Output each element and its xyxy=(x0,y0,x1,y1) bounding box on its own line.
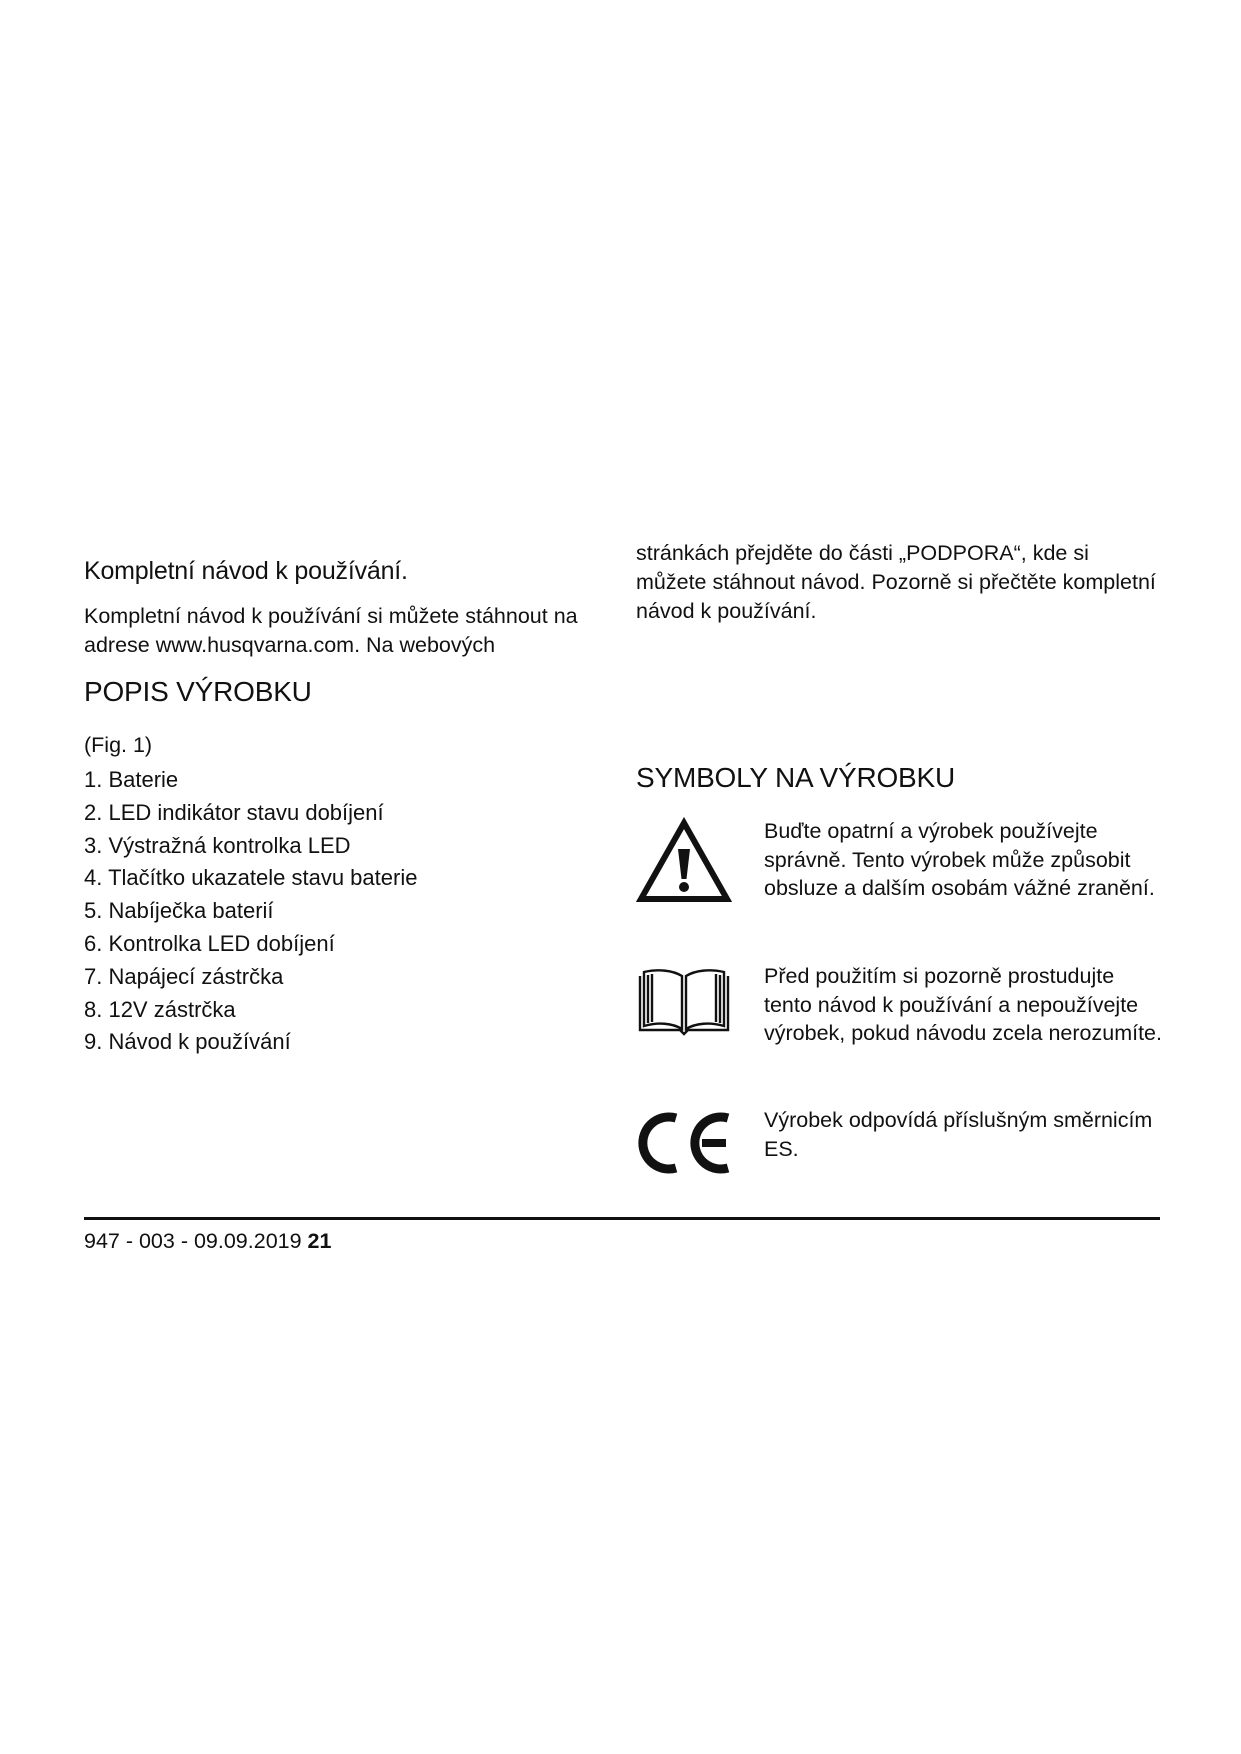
parts-list xyxy=(84,764,417,1059)
list-item: 2. LED indikátor stavu dobíjení xyxy=(84,799,384,825)
symbol-row-warning xyxy=(636,817,1156,937)
warning-triangle-icon xyxy=(636,817,732,910)
list-item: 7. Napájecí zástrčka xyxy=(84,963,284,989)
full-manual-heading: Kompletní návod k používání. xyxy=(84,557,408,585)
product-description-heading: POPIS VÝROBKU xyxy=(84,676,312,707)
list-item: 5. Nabíječka baterií xyxy=(84,898,274,924)
list-item: 3. Výstražná kontrolka LED xyxy=(84,832,351,858)
full-manual-paragraph: Kompletní návod k používání si můžete stáhnout na adrese www.husqvarna.com. Na webových xyxy=(84,604,578,657)
symbols-heading: SYMBOLY NA VÝROBKU xyxy=(636,762,956,793)
list-item: 1. Baterie xyxy=(84,767,179,792)
list-item: 8. 12V zástrčka xyxy=(84,996,236,1022)
footer xyxy=(84,1229,331,1254)
symbol-warning-text: Buďte opatrní a výrobek používejte správně. Tento výrobek může způsobit obsluze a dalším osobám vážné zranění. xyxy=(764,819,1155,900)
symbol-row-ce xyxy=(636,1106,1156,1186)
symbol-ce-text: Výrobek odpovídá příslušným směrnicím ES. xyxy=(764,1108,1153,1161)
doc-code: 947 - 003 - 09.09.2019 xyxy=(84,1229,302,1253)
list-item: 9. Návod k používání xyxy=(84,1029,291,1055)
page-number: 21 xyxy=(307,1229,332,1253)
continued-paragraph: stránkách přejděte do části „PODPORA“, kde si můžete stáhnout návod. Pozorně si přečtěte kompletní návod k používání. xyxy=(636,541,1156,623)
list-item: 6. Kontrolka LED dobíjení xyxy=(84,930,335,956)
symbol-row-manual xyxy=(636,962,1162,1082)
ce-mark-icon xyxy=(636,1110,732,1181)
list-item: 4. Tlačítko ukazatele stavu baterie xyxy=(84,865,418,891)
open-book-icon xyxy=(636,966,732,1041)
footer-divider xyxy=(84,1217,1160,1220)
figure-reference: (Fig. 1) xyxy=(84,733,153,757)
symbol-manual-text: Před použitím si pozorně prostudujte tento návod k používání a nepoužívejte výrobek, pokud návodu zcela nerozumíte. xyxy=(764,964,1162,1045)
